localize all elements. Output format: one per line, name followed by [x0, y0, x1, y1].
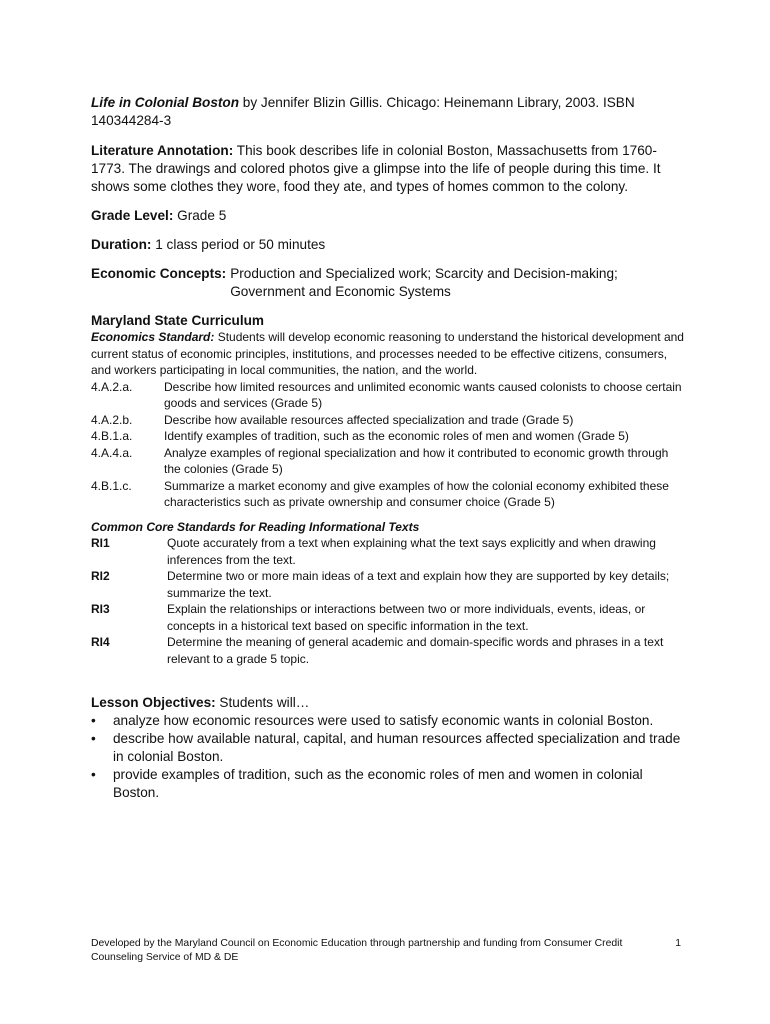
common-core-code: RI3: [91, 602, 110, 616]
maryland-standards-list: [91, 379, 687, 511]
list-item: [91, 712, 687, 730]
common-core-text: Explain the relationships or interactions between two or more individuals, events, ideas, or concepts in a historical text based on specific information in the text.: [167, 602, 646, 633]
standard-row: [91, 412, 687, 429]
standard-text: Describe how available resources affected specialization and trade (Grade 5): [164, 412, 574, 427]
standard-code: 4.A.4.a.: [91, 445, 133, 460]
standard-row: [91, 379, 687, 412]
objective-text: analyze how economic resources were used to satisfy economic wants in colonial Boston.: [113, 713, 654, 728]
objective-text: provide examples of tradition, such as the economic roles of men and women in colonial Boston.: [113, 767, 643, 800]
economics-standard: [91, 329, 687, 379]
standard-text: Analyze examples of regional specialization and how it contributed to economic growth through the colonies (Grade 5): [164, 445, 669, 476]
standard-code: 4.B.1.c.: [91, 478, 132, 493]
common-core-list: [91, 535, 687, 667]
document-page: [91, 94, 687, 802]
common-core-code: RI4: [91, 635, 110, 649]
bullet-icon: •: [91, 713, 96, 728]
common-core-row: [91, 601, 687, 634]
objective-text: describe how available natural, capital, and human resources affected specialization and trade in colonial Boston.: [113, 731, 681, 764]
duration-text: 1 class period or 50 minutes: [151, 237, 326, 252]
annotation-label: Literature Annotation:: [91, 143, 234, 158]
objectives-label: Lesson Objectives:: [91, 695, 216, 710]
duration: [91, 236, 687, 254]
standard-row: [91, 478, 687, 511]
duration-label: Duration:: [91, 237, 152, 252]
grade-text: Grade 5: [173, 208, 227, 223]
maryland-curriculum-title: Maryland State Curriculum: [91, 313, 264, 328]
bullet-icon: •: [91, 767, 96, 782]
objectives-list: [91, 712, 687, 802]
grade-level: [91, 207, 687, 225]
book-citation: [91, 94, 687, 130]
common-core-code: RI1: [91, 536, 110, 550]
book-title: Life in Colonial Boston: [91, 95, 240, 110]
concepts-text: Production and Specialized work; Scarcity and Decision-making; Government and Economic Systems: [230, 266, 618, 299]
bullet-icon: •: [91, 731, 96, 746]
common-core-code: RI2: [91, 569, 110, 583]
citation-details: by Jennifer Blizin Gillis. Chicago: Heinemann Library, 2003. ISBN 140344284-3: [91, 95, 635, 128]
standard-row: [91, 428, 687, 445]
economics-standard-label: Economics Standard:: [91, 330, 215, 344]
footer-text: Developed by the Maryland Council on Economic Education through partnership and funding from Consumer Credit Counseling Service of MD & DE: [91, 938, 623, 963]
page-footer: [91, 937, 681, 964]
common-core-row: [91, 535, 687, 568]
concepts-label: Economic Concepts:: [91, 266, 227, 281]
list-item: [91, 766, 687, 802]
economics-standard-text: Students will develop economic reasoning to understand the historical development and current status of economic principles, institutions, and processes needed to be effective citizens, consumers, and workers participating in local communities, the nation, and the world.: [91, 330, 684, 377]
standard-text: Summarize a market economy and give examples of how the colonial economy exhibited these characteristics such as private ownership and consumer choice (Grade 5): [164, 478, 669, 509]
lesson-objectives: [91, 694, 687, 712]
literature-annotation: [91, 142, 687, 196]
common-core-text: Determine two or more main ideas of a text and explain how they are supported by key details; summarize the text.: [167, 569, 670, 600]
standard-row: [91, 445, 687, 478]
common-core-row: [91, 634, 687, 667]
standard-text: Identify examples of tradition, such as the economic roles of men and women (Grade 5): [164, 429, 629, 443]
page-number: 1: [675, 938, 681, 949]
standard-code: 4.A.2.a.: [91, 379, 133, 394]
standard-code: 4.A.2.b.: [91, 412, 133, 427]
objectives-intro: Students will…: [215, 695, 310, 710]
standard-text: Describe how limited resources and unlimited economic wants caused colonists to choose certain goods and services (Grade 5): [164, 379, 682, 410]
annotation-text: This book describes life in colonial Boston, Massachusetts from 1760-1773. The drawings and colored photos give a glimpse into the life of people during this time. It shows some clothes they wore, food they ate, and types of homes common to the colony.: [91, 143, 661, 194]
economic-concepts: [91, 265, 687, 301]
common-core-title: Common Core Standards for Reading Informational Texts: [91, 519, 420, 534]
list-item: [91, 730, 687, 766]
grade-label: Grade Level:: [91, 208, 174, 223]
common-core-text: Quote accurately from a text when explaining what the text says explicitly and when drawing inferences from the text.: [167, 536, 656, 567]
standard-code: 4.B.1.a.: [91, 429, 133, 443]
common-core-text: Determine the meaning of general academic and domain-specific words and phrases in a text relevant to a grade 5 topic.: [167, 635, 664, 666]
common-core-row: [91, 568, 687, 601]
